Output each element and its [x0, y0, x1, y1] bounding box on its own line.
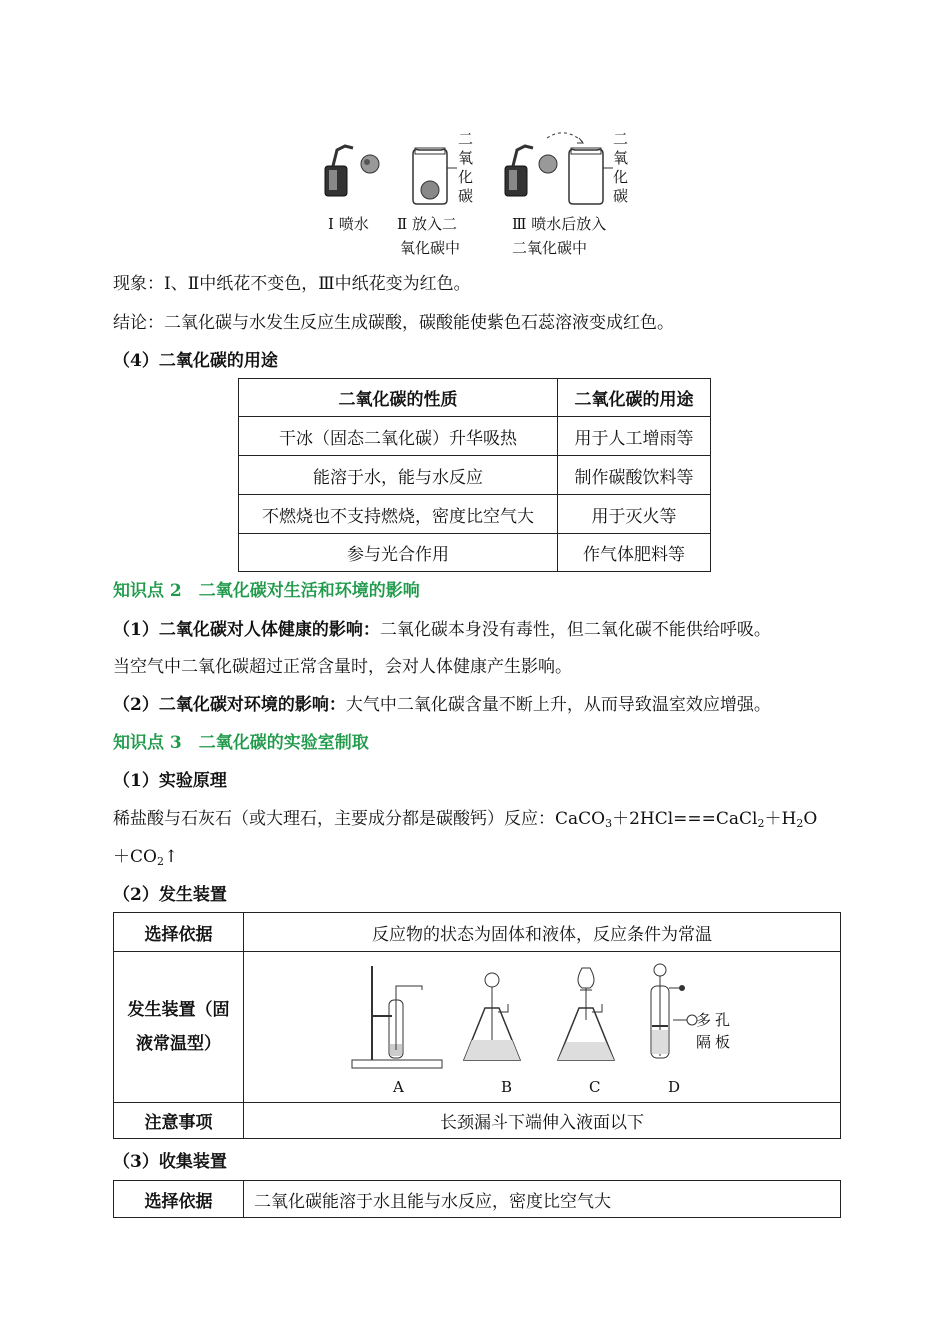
caption-ii-line2: 氧化碳中 [400, 239, 461, 257]
equation-part: ＋2HCl===CaCl [612, 809, 758, 829]
table-header: 二氧化碳的用途 [558, 379, 711, 417]
table-cell: 能溶于水，能与水反应 [239, 456, 558, 495]
apparatus-figure [342, 960, 742, 1095]
co2-flower-experiment-figure [315, 128, 645, 228]
gas-jar-with-flower-icon [413, 148, 457, 204]
environment-text: 大气中二氧化碳含量不断上升，从而导致温室效应增强。 [345, 695, 771, 715]
co2-uses-table [238, 378, 711, 572]
equation-arrow: ↑ [163, 847, 179, 867]
row-value: 长颈漏斗下端伸入液面以下 [244, 1103, 841, 1139]
row-label: 选择依据 [114, 1181, 244, 1218]
environment-label: （2）二氧化碳对环境的影响： [113, 695, 346, 715]
equation-part: ＋H [764, 809, 797, 829]
row-label: 注意事项 [114, 1103, 244, 1139]
generator-table [113, 912, 841, 1139]
caption-i: Ⅰ 喷水 [328, 215, 369, 233]
row-label [114, 952, 244, 1103]
row-label-line: 发生装置（固 [127, 1000, 230, 1020]
spray-bottle-icon [325, 146, 379, 196]
row-value: 二氧化碳能溶于水且能与水反应，密度比空气大 [244, 1181, 841, 1218]
collect-heading: （3）收集装置 [113, 1152, 227, 1172]
knowledge-point-3: 知识点 3 二氧化碳的实验室制取 [113, 733, 369, 753]
equation-subscript: 3 [605, 817, 613, 830]
apparatus-d-icon [651, 964, 697, 1058]
equation-subscript: 2 [796, 817, 804, 830]
principle-paragraph [113, 808, 817, 835]
table-cell: 参与光合作用 [239, 534, 558, 572]
gas-jar-icon [569, 148, 613, 204]
health-text: 二氧化碳本身没有毒性，但二氧化碳不能供给呼吸。 [379, 620, 771, 640]
equation-part: O [803, 809, 818, 829]
row-label-line: 液常温型） [136, 1034, 221, 1054]
table-cell: 干冰（固态二氧化碳）升华吸热 [239, 417, 558, 456]
health-label: （1）二氧化碳对人体健康的影响： [113, 620, 380, 640]
uses-heading: （4）二氧化碳的用途 [113, 351, 278, 371]
knowledge-point-2: 知识点 2 二氧化碳对生活和环境的影响 [113, 581, 420, 601]
perforated-plate-label: 多孔 [696, 1011, 735, 1029]
apparatus-label: B [501, 1078, 513, 1096]
spray-bottle-icon [505, 133, 583, 196]
caption-iii-line1: Ⅲ 喷水后放入 [512, 215, 607, 233]
apparatus-label: C [589, 1078, 601, 1096]
row-value: 反应物的状态为固体和液体，反应条件为常温 [244, 913, 841, 952]
apparatus-b-icon [464, 973, 520, 1060]
caption-ii-line1: Ⅱ 放入二 [397, 215, 457, 233]
phenomenon-text: 现象：Ⅰ、Ⅱ中纸花不变色，Ⅲ中纸花变为红色。 [113, 274, 471, 294]
apparatus-label: D [668, 1078, 681, 1096]
caption-iii-line2: 二氧化碳中 [512, 239, 588, 257]
equation-line-2 [113, 846, 178, 873]
equation-part: ＋CO [113, 847, 157, 867]
apparatus-a-icon [352, 966, 442, 1068]
side-label-co2: 二 氧 化 碳 [613, 130, 629, 205]
table-cell: 制作碳酸饮料等 [558, 456, 711, 495]
table-cell: 不燃烧也不支持燃烧，密度比空气大 [239, 495, 558, 534]
table-cell: 作气体肥料等 [558, 534, 711, 572]
table-header: 二氧化碳的性质 [239, 379, 558, 417]
equation-subscript: 2 [156, 855, 164, 868]
side-label-co2: 二 氧 化 碳 [458, 130, 474, 205]
equation-part: CaCO [555, 809, 606, 829]
table-cell: 用于灭火等 [558, 495, 711, 534]
apparatus-c-icon [558, 968, 614, 1060]
apparatus-cell [244, 952, 841, 1103]
environment-paragraph [113, 694, 771, 716]
health-text-2: 当空气中二氧化碳超过正常含量时，会对人体健康产生影响。 [113, 657, 572, 677]
principle-text: 稀盐酸与石灰石（或大理石，主要成分都是碳酸钙）反应： [113, 809, 555, 829]
table-cell: 用于人工增雨等 [558, 417, 711, 456]
generator-heading: （2）发生装置 [113, 885, 227, 905]
principle-heading: （1）实验原理 [113, 771, 227, 791]
health-paragraph [113, 619, 771, 641]
conclusion-text: 结论：二氧化碳与水发生反应生成碳酸，碳酸能使紫色石蕊溶液变成红色。 [113, 313, 674, 333]
apparatus-label: A [393, 1078, 404, 1096]
row-label: 选择依据 [114, 913, 244, 952]
perforated-plate-label: 隔板 [696, 1033, 735, 1051]
collect-table [113, 1180, 841, 1218]
equation-subscript: 2 [757, 817, 765, 830]
